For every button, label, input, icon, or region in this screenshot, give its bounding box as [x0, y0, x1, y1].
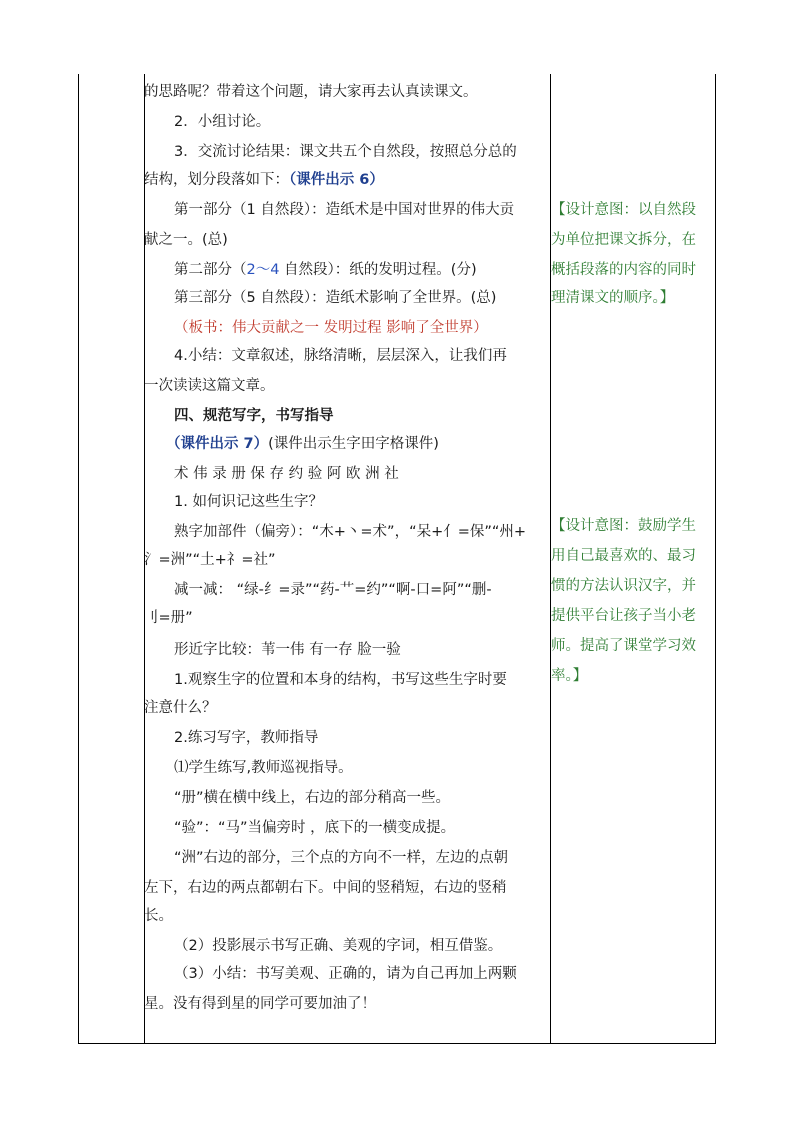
text-line: 左下，右边的两点都朝右下。中间的竖稍短，右边的竖稍 — [144, 880, 507, 896]
table-border-left — [78, 74, 79, 1044]
design-note-line: 【设计意图：鼓励学生 — [551, 518, 696, 534]
text-line: 的思路呢？带着这个问题，请大家再去认真读课文。 — [144, 84, 478, 100]
text-line: 2．小组讨论。 — [174, 114, 271, 130]
text-line: 形近字比较：苇一伟 有一存 脸一验 — [174, 642, 401, 658]
design-note-line: 提供平台让孩子当小老 — [551, 608, 696, 624]
courseware-note: （课件出示 7） — [166, 436, 269, 452]
text-line — [174, 260, 477, 280]
text-line: 注意什么？ — [144, 700, 217, 716]
text-line: 熟字加部件（偏旁）：“木+丶=术”，“呆+亻=保”“州+ — [174, 524, 527, 540]
table-border-right — [715, 74, 716, 1044]
design-note-line: 师。提高了课堂学习效 — [551, 638, 696, 654]
table-border-bottom — [78, 1043, 716, 1044]
text-span: 第二部分（ — [174, 262, 247, 278]
text-span: 结构，划分段落如下： — [144, 172, 289, 188]
design-note-line: 概括段落的内容的同时 — [551, 262, 696, 278]
text-span: 2～4 — [246, 262, 280, 278]
text-line: （3）小结：书写美观、正确的，请为自己再加上两颗 — [174, 966, 517, 982]
text-line: ⑴学生练写,教师巡视指导。 — [174, 760, 353, 776]
text-line: 星。没有得到星的同学可要加油了！ — [144, 996, 376, 1012]
courseware-note: （课件出示 6） — [289, 172, 384, 188]
text-line: 4.小结：文章叙述，脉络清晰，层层深入，让我们再 — [174, 348, 507, 364]
design-note-line: 【设计意图：以自然段 — [551, 202, 696, 218]
text-span: (课件出示生字田字格课件) — [268, 436, 439, 452]
text-line: 长。 — [144, 908, 173, 924]
text-line: 一次读读这篇文章。 — [144, 378, 275, 394]
character-list: 术 伟 录 册 保 存 约 验 阿 欧 洲 社 — [174, 466, 399, 482]
text-line: “册”横在横中线上，右边的部分稍高一些。 — [174, 790, 451, 806]
text-line: 3．交流讨论结果：课文共五个自然段，按照总分总的 — [174, 144, 517, 160]
text-line: “验”：“马”当偏旁时 ，底下的一横变成提。 — [174, 820, 456, 836]
blackboard-note: （板书：伟大贡献之一 发明过程 影响了全世界） — [174, 320, 488, 336]
text-line: 氵=洲”“土+礻=社” — [144, 552, 276, 568]
design-note-line: 惯的方法认识汉字，并 — [551, 578, 696, 594]
text-line: 第一部分（1 自然段）：造纸术是中国对世界的伟大贡 — [174, 202, 515, 218]
text-line: 1.观察生字的位置和本身的结构，书写这些生字时要 — [174, 672, 507, 688]
text-line: 减一减： “绿-纟=录”“药-艹=约”“啊-口=阿”“删- — [174, 582, 492, 598]
text-line: 1. 如何识记这些生字？ — [174, 494, 323, 510]
design-note-line: 理清课文的顺序。】 — [551, 290, 675, 306]
design-note-line: 率。】 — [551, 668, 588, 684]
design-note-line: 用自己最喜欢的、最习 — [551, 548, 696, 564]
lesson-table — [78, 74, 716, 1044]
text-line: 第三部分（5 自然段）：造纸术影响了全世界。(总) — [174, 290, 497, 306]
section-heading: 四、规范写字，书写指导 — [174, 408, 334, 424]
text-span: 自然段）：纸的发明过程。(分) — [279, 262, 477, 278]
text-line: 2.练习写字，教师指导 — [174, 730, 319, 746]
text-line: “洲”右边的部分，三个点的方向不一样，左边的点朝 — [174, 850, 509, 866]
design-note-line: 为单位把课文拆分，在 — [551, 232, 696, 248]
text-line — [166, 434, 439, 454]
text-line: 献之一。(总) — [144, 232, 228, 248]
text-line — [144, 170, 384, 190]
text-line: 刂=册” — [144, 610, 193, 626]
text-line: （2）投影展示书写正确、美观的字词，相互借鉴。 — [174, 938, 503, 954]
